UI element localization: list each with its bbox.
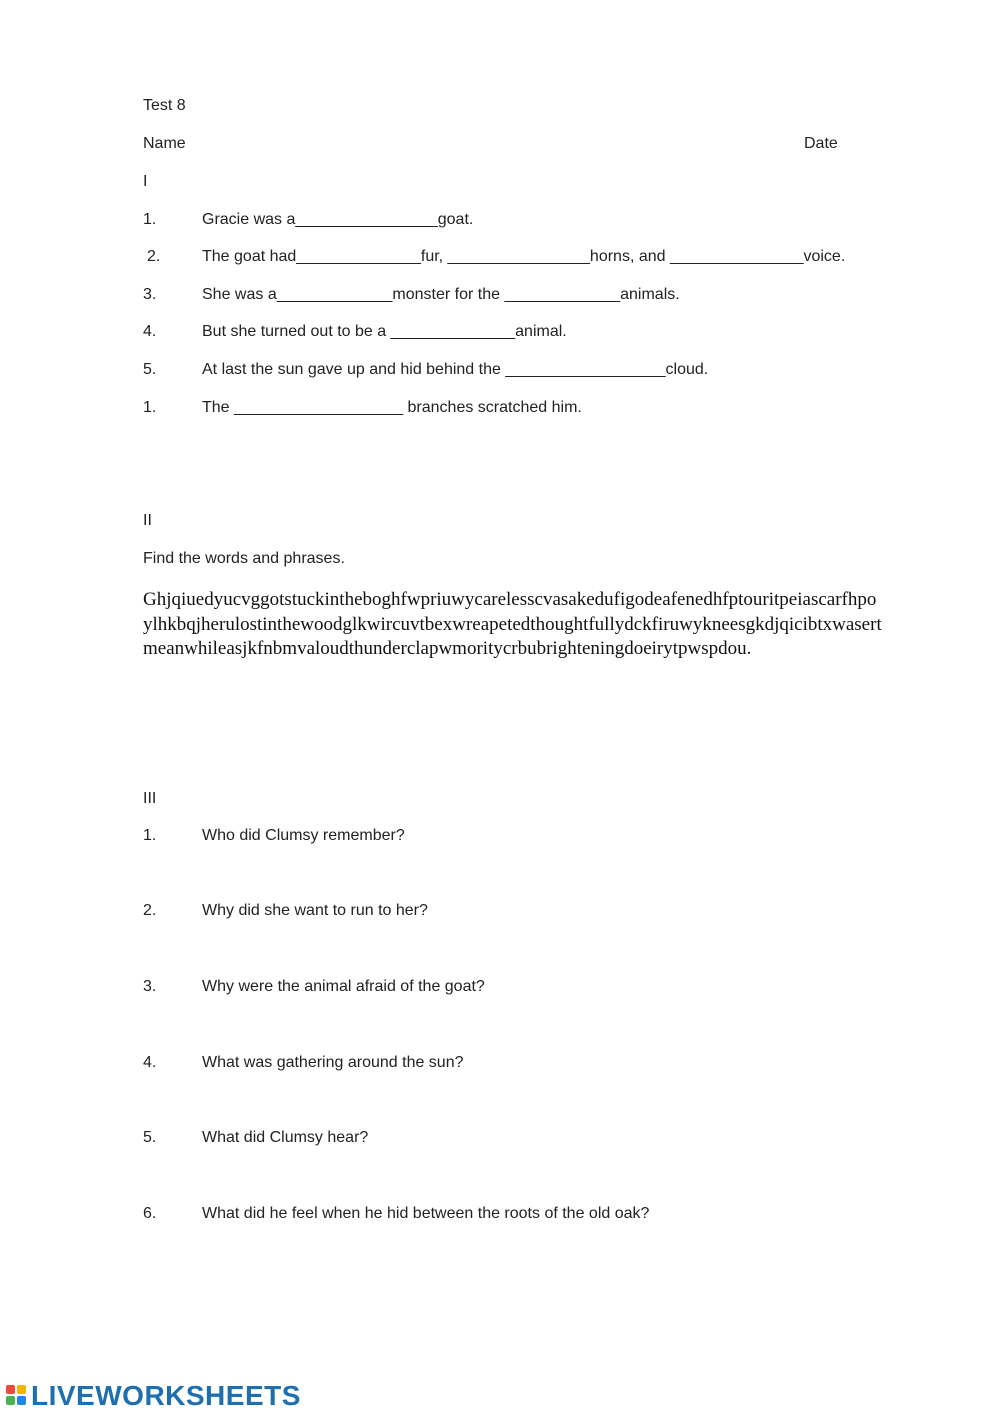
- question-number: 4.: [143, 323, 157, 340]
- question-number: 2.: [143, 902, 157, 919]
- question-number: 2.: [147, 248, 161, 265]
- puzzle-line: Ghjqiuedyucvggotstuckintheboghfwpriuwycarelesscvasakedufigodeafenedhfptouritpeiascarfhpo: [143, 589, 877, 610]
- open-question: Why did she want to run to her?: [202, 902, 428, 919]
- open-question: What did he feel when he hid between the roots of the old oak?: [202, 1205, 650, 1222]
- word-search-puzzle: [143, 588, 943, 662]
- liveworksheets-logo[interactable]: [6, 1380, 301, 1412]
- question-number: 5.: [143, 1129, 157, 1146]
- question-number: 6.: [143, 1205, 157, 1222]
- open-question: What was gathering around the sun?: [202, 1054, 464, 1071]
- open-question: Why were the animal afraid of the goat?: [202, 978, 485, 995]
- name-label: Name: [143, 135, 186, 152]
- open-question: What did Clumsy hear?: [202, 1129, 369, 1146]
- test-title: Test 8: [143, 97, 186, 114]
- section-2-heading: II: [143, 512, 152, 529]
- open-question: Who did Clumsy remember?: [202, 827, 405, 844]
- puzzle-line: ylhkbqjherulostinthewoodglkwircuvtbexwreapetedthoughtfullydckfiruwykneesgkdjqicibtxwasert: [143, 613, 882, 635]
- footer-brand: LIVEWORKSHEETS: [31, 1380, 301, 1411]
- fill-blank-question: But she turned out to be a ______________animal.: [202, 323, 567, 340]
- section-2-instruction: Find the words and phrases.: [143, 550, 345, 567]
- question-number: 3.: [143, 978, 157, 995]
- question-number: 5.: [143, 361, 157, 378]
- fill-blank-question: The goat had______________fur, ________________horns, and _______________voice.: [202, 248, 846, 265]
- section-1-heading: I: [143, 173, 148, 190]
- question-number: 1.: [143, 827, 157, 844]
- puzzle-line: meanwhileasjkfnbmvaloudthunderclapwmoritycrbubrighteningdoeirytpwspdou.: [143, 638, 752, 659]
- fill-blank-question: At last the sun gave up and hid behind the __________________cloud.: [202, 361, 709, 378]
- question-number: 4.: [143, 1054, 157, 1071]
- question-number: 3.: [143, 286, 157, 303]
- logo-blocks-icon: [6, 1383, 28, 1409]
- fill-blank-question: The ___________________ branches scratched him.: [202, 399, 582, 416]
- section-3-heading: III: [143, 790, 157, 807]
- date-label: Date: [804, 135, 838, 152]
- question-number: 1.: [143, 399, 157, 416]
- fill-blank-question: Gracie was a________________goat.: [202, 211, 474, 228]
- fill-blank-question: She was a_____________monster for the _____________animals.: [202, 286, 680, 303]
- question-number: 1.: [143, 211, 157, 228]
